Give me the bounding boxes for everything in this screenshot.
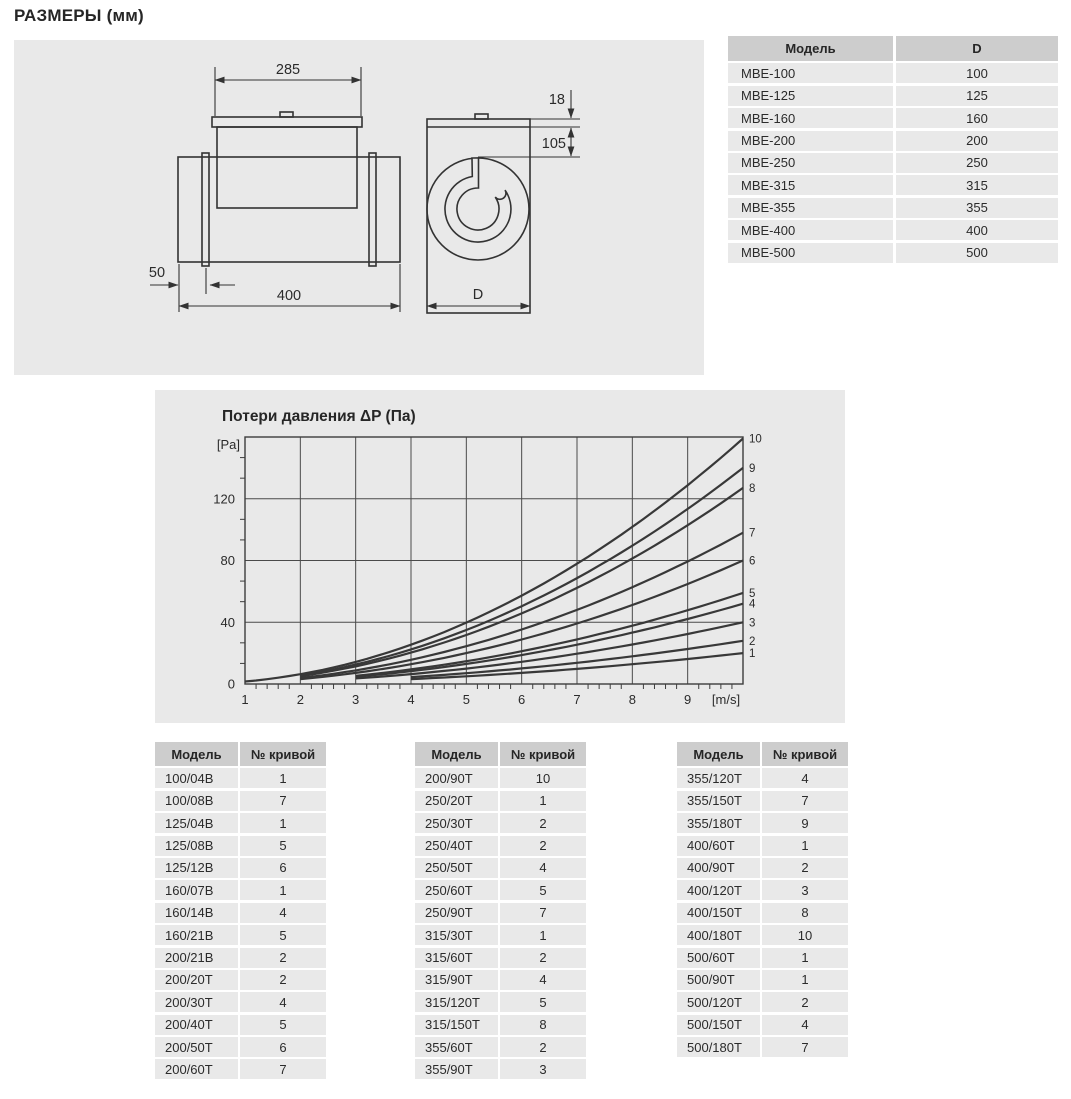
cell: 200/60T <box>155 1059 238 1079</box>
cell: 400/150T <box>677 903 760 923</box>
cell: 8 <box>762 903 848 923</box>
cell: 355 <box>896 198 1058 218</box>
table-row <box>155 880 326 900</box>
cell: MBE-200 <box>728 131 893 151</box>
curve-table-1-header <box>155 742 326 766</box>
curve-label-6: 6 <box>749 555 756 568</box>
dim-diameter: D <box>472 287 484 303</box>
curve-table-1 <box>155 742 326 1079</box>
curve-label-8: 8 <box>749 482 756 495</box>
cell: 315/30T <box>415 925 498 945</box>
front-body <box>427 119 530 313</box>
table-row <box>677 768 848 788</box>
cell: 315/90T <box>415 970 498 990</box>
cell: 200/50T <box>155 1037 238 1057</box>
cell: 2 <box>500 948 586 968</box>
table-row <box>677 791 848 811</box>
curve-table-2-header-curve: № кривой <box>500 742 586 766</box>
table-row <box>155 992 326 1012</box>
cell: 1 <box>500 925 586 945</box>
table-row <box>415 858 586 878</box>
table-row <box>155 813 326 833</box>
cell: 400/180T <box>677 925 760 945</box>
curve-label-9: 9 <box>749 462 756 475</box>
cell: 1 <box>240 768 326 788</box>
svg-text:7: 7 <box>573 692 581 707</box>
curve-label-1: 1 <box>749 648 756 661</box>
flange-right <box>369 153 376 266</box>
cell: 7 <box>762 1037 848 1057</box>
cell: 250/40T <box>415 836 498 856</box>
x-axis-unit: [m/s] <box>711 692 741 707</box>
duct-body <box>178 157 400 262</box>
cell: 2 <box>762 858 848 878</box>
cell: 9 <box>762 813 848 833</box>
cell: 200/90T <box>415 768 498 788</box>
cell: 500/90T <box>677 970 760 990</box>
table-row <box>677 1037 848 1057</box>
cell: 250/60T <box>415 880 498 900</box>
cell: 2 <box>500 813 586 833</box>
table-row <box>728 243 1058 263</box>
cell: MBE-500 <box>728 243 893 263</box>
cell: 500/120T <box>677 992 760 1012</box>
table-row <box>677 836 848 856</box>
table-row <box>155 1015 326 1035</box>
table-row <box>677 1015 848 1035</box>
dim-box-height: 105 <box>541 136 566 152</box>
curve-table-3-header-model: Модель <box>677 742 760 766</box>
table-row <box>155 925 326 945</box>
table-row <box>155 970 326 990</box>
curve-label-4: 4 <box>749 598 756 611</box>
table-row <box>728 153 1058 173</box>
cell: 125/12B <box>155 858 238 878</box>
cell: 200/30T <box>155 992 238 1012</box>
cell: 500/150T <box>677 1015 760 1035</box>
cell: 160 <box>896 108 1058 128</box>
cell: 2 <box>240 970 326 990</box>
heating-element <box>445 158 511 242</box>
cell: 400/90T <box>677 858 760 878</box>
table-row <box>415 836 586 856</box>
table-row <box>415 1015 586 1035</box>
cell: 3 <box>762 880 848 900</box>
curve-table-3-header <box>677 742 848 766</box>
cell: MBE-400 <box>728 220 893 240</box>
cell: 200/20T <box>155 970 238 990</box>
table-row <box>155 948 326 968</box>
cell: MBE-160 <box>728 108 893 128</box>
cell: 160/07B <box>155 880 238 900</box>
curve-label-2: 2 <box>749 635 756 648</box>
cell: 4 <box>500 970 586 990</box>
cell: 4 <box>762 768 848 788</box>
chart-minor-ticks <box>240 458 732 689</box>
cell: 4 <box>240 903 326 923</box>
front-view <box>427 114 530 313</box>
cell: 355/150T <box>677 791 760 811</box>
cell: 355/180T <box>677 813 760 833</box>
table-row <box>155 903 326 923</box>
curve-table-3-body <box>677 768 848 1057</box>
cell: 10 <box>762 925 848 945</box>
cell: 5 <box>500 992 586 1012</box>
cell: 160/14B <box>155 903 238 923</box>
cell: 1 <box>240 880 326 900</box>
cell: 200/40T <box>155 1015 238 1035</box>
dim-box-width: 285 <box>275 62 301 78</box>
cell: 7 <box>762 791 848 811</box>
table-row <box>415 880 586 900</box>
cell: 5 <box>240 836 326 856</box>
table-row <box>677 970 848 990</box>
curve-table-2-header <box>415 742 586 766</box>
size-table-header-model: Модель <box>728 36 893 61</box>
cell: 315/120T <box>415 992 498 1012</box>
cell: 250/90T <box>415 903 498 923</box>
cell: 5 <box>500 880 586 900</box>
table-row <box>677 925 848 945</box>
cell: 3 <box>500 1059 586 1079</box>
table-row <box>155 768 326 788</box>
cell: 6 <box>240 858 326 878</box>
cell: 1 <box>762 970 848 990</box>
cell: 5 <box>240 925 326 945</box>
dim-lid-height: 18 <box>548 92 565 108</box>
cell: 4 <box>500 858 586 878</box>
cell: 200/21B <box>155 948 238 968</box>
cell: 1 <box>500 791 586 811</box>
table-row <box>677 992 848 1012</box>
curve-table-2 <box>415 742 586 1079</box>
size-table-body <box>728 63 1058 262</box>
cell: 315 <box>896 175 1058 195</box>
curve-table-3 <box>677 742 848 1057</box>
cell: 8 <box>500 1015 586 1035</box>
cell: 250/30T <box>415 813 498 833</box>
cell: 100/08B <box>155 791 238 811</box>
pressure-loss-chart <box>155 390 845 723</box>
control-box-lid <box>212 117 362 127</box>
cell: 125/04B <box>155 813 238 833</box>
control-box <box>217 127 357 208</box>
svg-text:0: 0 <box>227 676 235 692</box>
cell: 100 <box>896 63 1058 83</box>
front-lid-tab <box>475 114 488 119</box>
table-row <box>728 86 1058 106</box>
svg-text:8: 8 <box>628 692 636 707</box>
cell: 500 <box>896 243 1058 263</box>
table-row <box>415 948 586 968</box>
side-view <box>178 112 400 266</box>
curve-table-1-body <box>155 768 326 1079</box>
cell: 355/60T <box>415 1037 498 1057</box>
cell: MBE-100 <box>728 63 893 83</box>
cell: 200 <box>896 131 1058 151</box>
table-row <box>728 175 1058 195</box>
flange-left <box>202 153 209 266</box>
table-row <box>677 880 848 900</box>
table-row <box>155 836 326 856</box>
cell: MBE-250 <box>728 153 893 173</box>
cell: 2 <box>500 836 586 856</box>
cell: 500/60T <box>677 948 760 968</box>
cell: 2 <box>762 992 848 1012</box>
svg-text:5: 5 <box>462 692 470 707</box>
curve-label-10: 10 <box>749 433 762 446</box>
cell: MBE-355 <box>728 198 893 218</box>
table-row <box>415 1059 586 1079</box>
table-row <box>677 948 848 968</box>
chart-curve-labels <box>749 434 762 661</box>
cell: 250/20T <box>415 791 498 811</box>
cell: 1 <box>762 948 848 968</box>
cell: MBE-315 <box>728 175 893 195</box>
table-row <box>728 198 1058 218</box>
cell: 4 <box>240 992 326 1012</box>
cell: 100/04B <box>155 768 238 788</box>
table-row <box>677 903 848 923</box>
svg-text:40: 40 <box>220 614 235 630</box>
table-row <box>728 108 1058 128</box>
cell: 125/08B <box>155 836 238 856</box>
table-row <box>415 925 586 945</box>
curve-table-1-header-model: Модель <box>155 742 238 766</box>
cell: 160/21B <box>155 925 238 945</box>
svg-text:1: 1 <box>241 692 249 707</box>
cell: 125 <box>896 86 1058 106</box>
page-title: РАЗМЕРЫ (мм) <box>14 6 144 25</box>
cell: 400/60T <box>677 836 760 856</box>
cell: 10 <box>500 768 586 788</box>
chart-title: Потери давления ΔP (Па) <box>222 408 416 425</box>
curve-label-3: 3 <box>749 617 756 630</box>
cell: 7 <box>240 1059 326 1079</box>
cell: 400 <box>896 220 1058 240</box>
curve-table-2-header-model: Модель <box>415 742 498 766</box>
curve-label-5: 5 <box>749 587 756 600</box>
table-row <box>415 970 586 990</box>
size-table <box>728 36 1058 263</box>
cell: 400/120T <box>677 880 760 900</box>
cell: 7 <box>240 791 326 811</box>
dimensions-drawing <box>14 40 704 375</box>
lid-tab <box>280 112 293 117</box>
curve-label-7: 7 <box>749 527 756 540</box>
cell: 2 <box>500 1037 586 1057</box>
svg-text:80: 80 <box>220 553 235 568</box>
table-row <box>415 992 586 1012</box>
table-row <box>728 63 1058 83</box>
size-table-header-d: D <box>896 36 1058 61</box>
table-row <box>415 768 586 788</box>
table-row <box>728 131 1058 151</box>
size-table-header <box>728 36 1058 61</box>
table-row <box>415 813 586 833</box>
y-axis-unit: [Pa] <box>216 437 240 452</box>
dim-total-length: 400 <box>276 288 302 304</box>
curve-table-2-body <box>415 768 586 1079</box>
cell: 355/90T <box>415 1059 498 1079</box>
svg-text:6: 6 <box>518 692 526 707</box>
cell: 4 <box>762 1015 848 1035</box>
svg-text:3: 3 <box>352 692 360 707</box>
cell: 2 <box>240 948 326 968</box>
table-row <box>155 858 326 878</box>
cell: 1 <box>762 836 848 856</box>
cell: 6 <box>240 1037 326 1057</box>
table-row <box>677 813 848 833</box>
svg-text:4: 4 <box>407 692 415 707</box>
cell: 355/120T <box>677 768 760 788</box>
dimension-lines <box>150 67 580 312</box>
table-row <box>155 1037 326 1057</box>
dim-flange-offset: 50 <box>148 265 166 281</box>
table-row <box>728 220 1058 240</box>
cell: 250/50T <box>415 858 498 878</box>
table-row <box>677 858 848 878</box>
dimensions-drawing-panel <box>14 40 704 375</box>
cell: 315/60T <box>415 948 498 968</box>
pressure-chart-panel <box>155 390 845 723</box>
table-row <box>415 791 586 811</box>
svg-text:120: 120 <box>213 491 235 507</box>
table-row <box>415 1037 586 1057</box>
table-row <box>155 1059 326 1079</box>
cell: MBE-125 <box>728 86 893 106</box>
cell: 1 <box>240 813 326 833</box>
table-row <box>155 791 326 811</box>
cell: 250 <box>896 153 1058 173</box>
table-row <box>415 903 586 923</box>
svg-text:2: 2 <box>296 692 304 707</box>
curve-table-3-header-curve: № кривой <box>762 742 848 766</box>
svg-text:9: 9 <box>684 692 692 707</box>
cell: 5 <box>240 1015 326 1035</box>
cell: 315/150T <box>415 1015 498 1035</box>
cell: 7 <box>500 903 586 923</box>
curve-table-1-header-curve: № кривой <box>240 742 326 766</box>
cell: 500/180T <box>677 1037 760 1057</box>
